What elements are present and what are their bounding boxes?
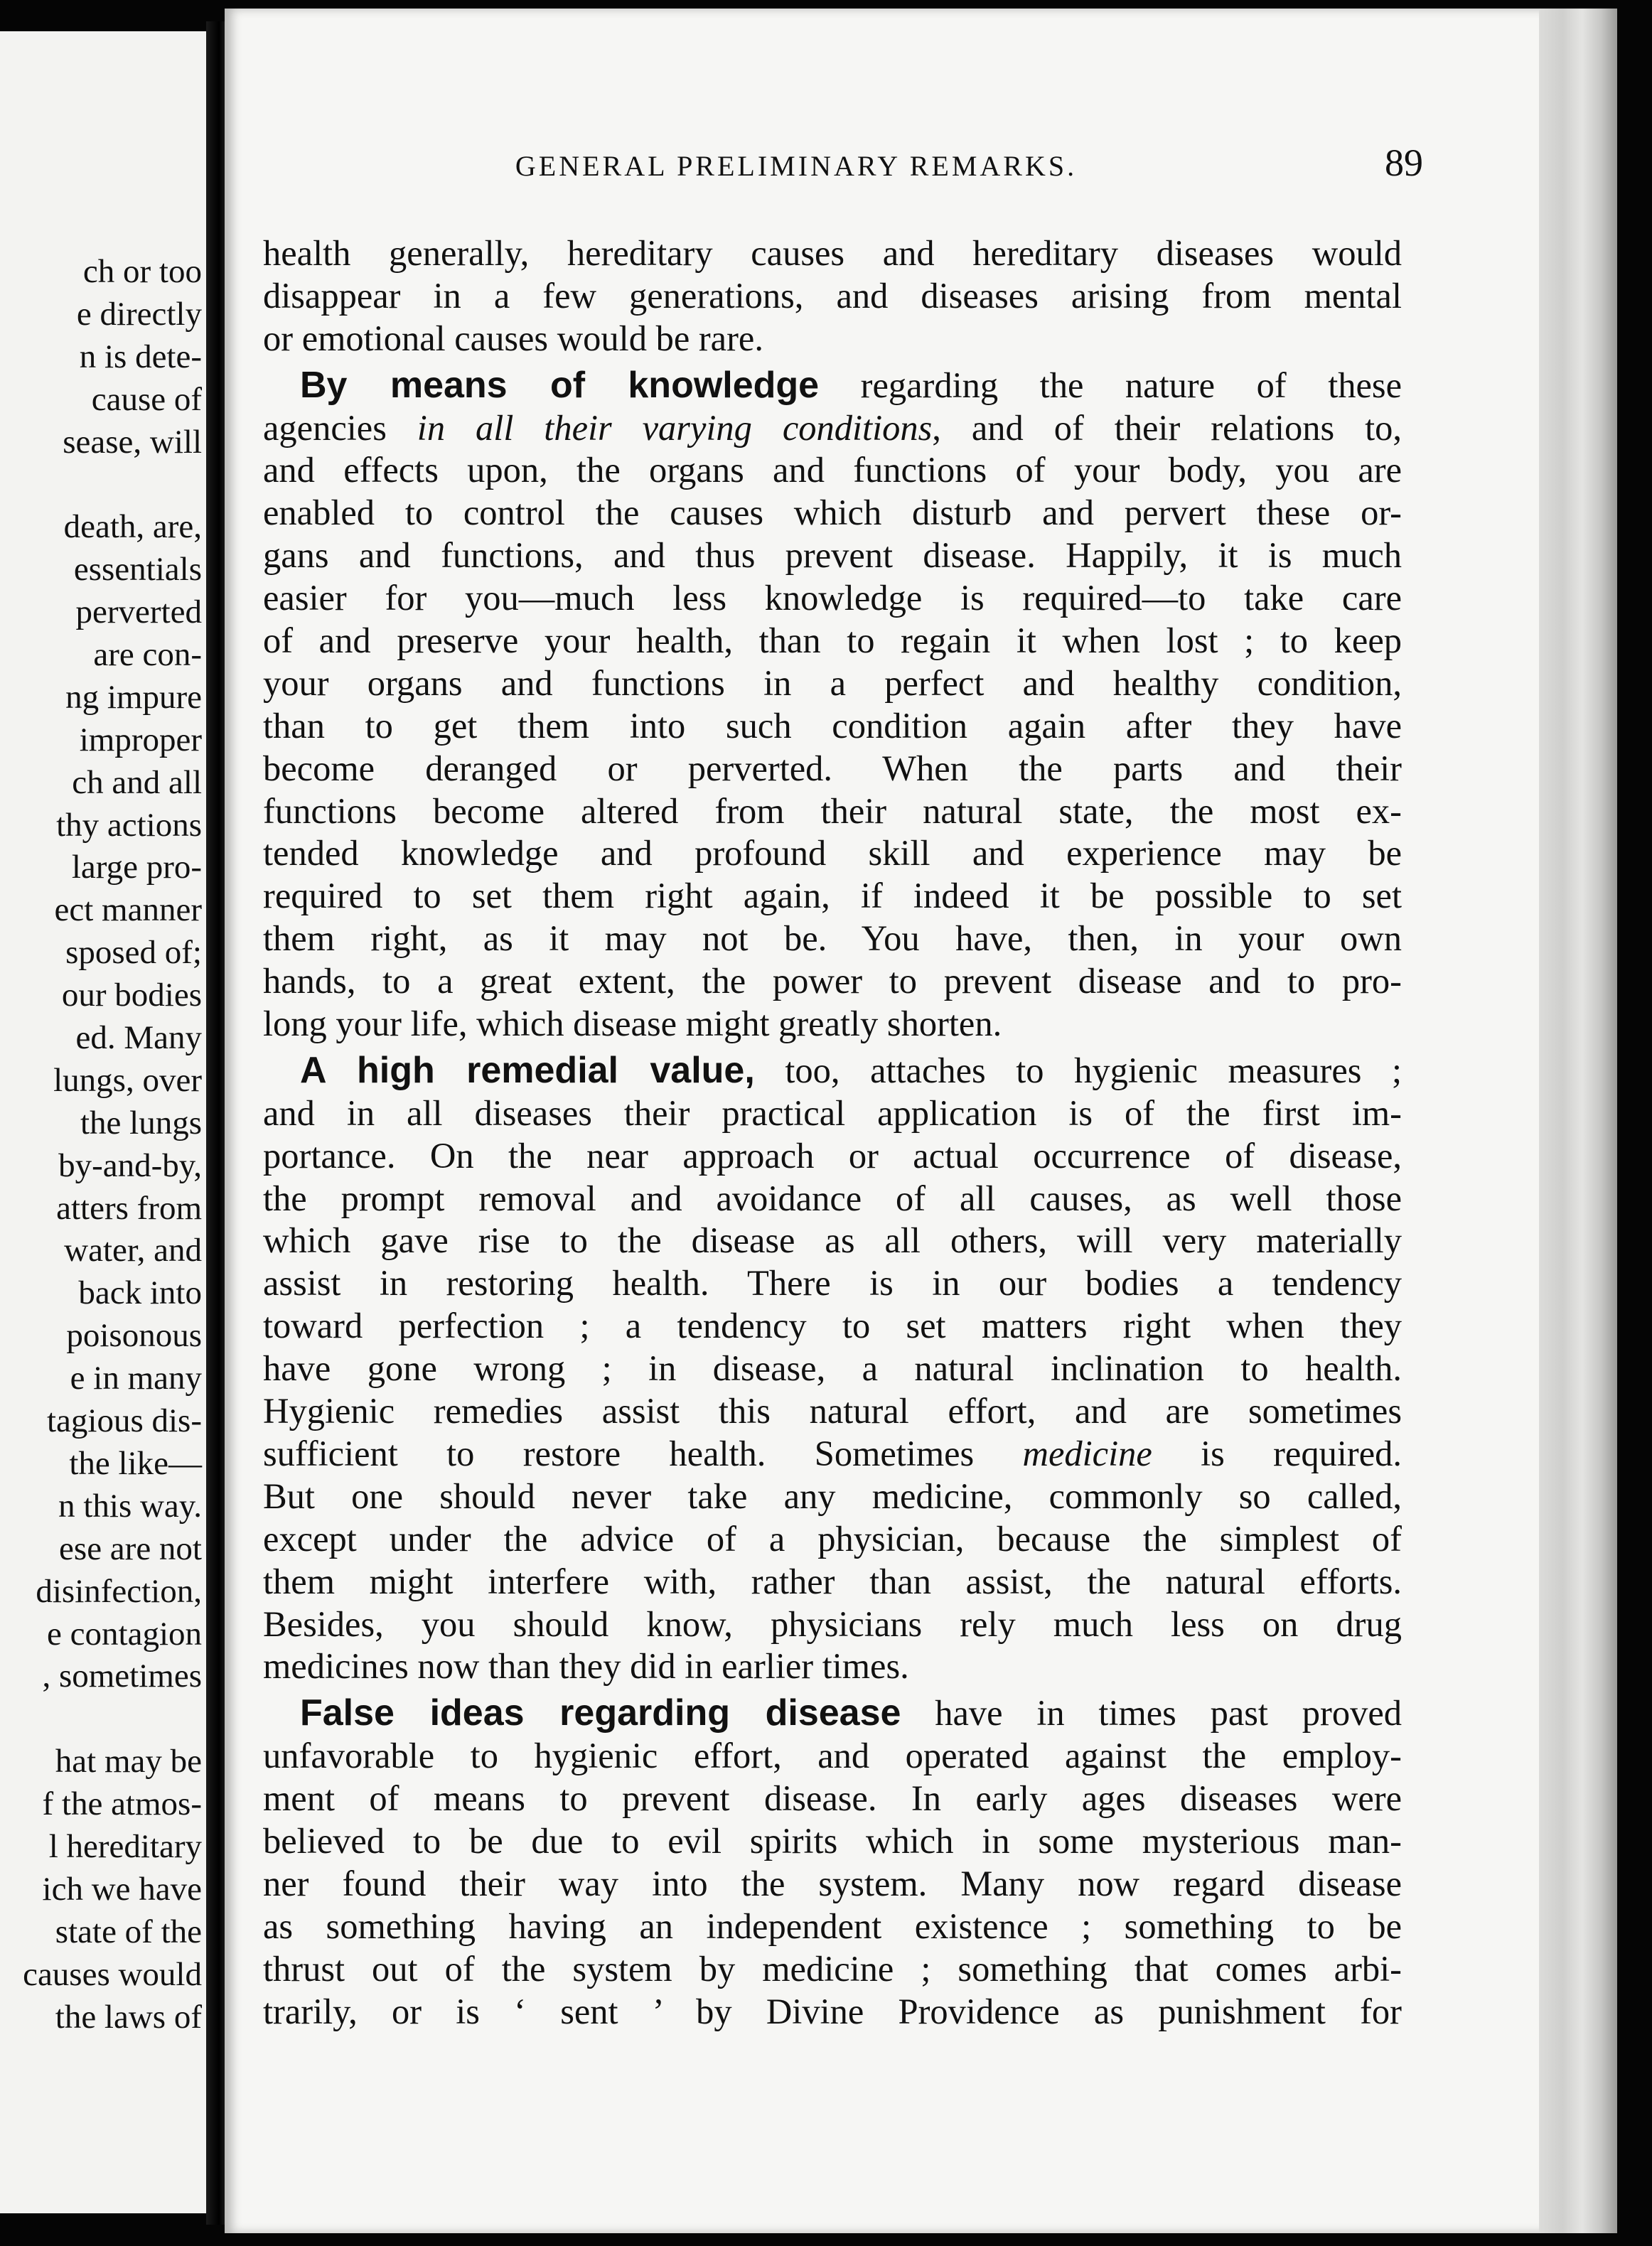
text-segment: which gave rise to the disease as all others, will very materially: [263, 1220, 1402, 1261]
text-segment: thrust out of the system by medicine ; something that comes arbi-: [263, 1948, 1402, 1989]
left-page-line: [0, 463, 202, 505]
left-page-line: improper: [79, 721, 202, 758]
text-line: [263, 917, 1402, 960]
left-page-line: cause of: [91, 380, 202, 418]
text-segment: Besides, you should know, physicians rely much less on drug: [263, 1603, 1402, 1644]
text-line: [263, 1262, 1402, 1304]
text-line: [263, 1049, 1402, 1092]
text-segment: unfavorable to hygienic effort, and operated against the employ-: [263, 1736, 1402, 1776]
body-text: [263, 232, 1402, 2032]
text-line: [263, 491, 1402, 534]
text-segment: long your life, which disease might greatly shorten.: [263, 1004, 1002, 1044]
text-segment: is required.: [1152, 1433, 1402, 1473]
text-segment: as something having an independent existence ; something to be: [263, 1906, 1402, 1946]
left-page-line: water, and: [64, 1232, 202, 1269]
text-segment: than to get them into such condition again after they have: [263, 705, 1402, 746]
left-page-line: hat may be: [55, 1743, 202, 1780]
left-page-line: large pro-: [71, 849, 202, 886]
left-page-line: ect manner: [54, 891, 202, 929]
left-page-line: the lungs: [80, 1104, 202, 1141]
text-line: [263, 534, 1402, 576]
left-page-line: thy actions: [56, 806, 202, 844]
text-segment: , and of their relations to,: [932, 407, 1402, 448]
left-page-line: [0, 1697, 202, 1740]
left-page-line: l hereditary: [48, 1827, 202, 1865]
left-page-line: poisonous: [66, 1317, 202, 1355]
text-line: [263, 1990, 1402, 2033]
text-line: [263, 1947, 1402, 1990]
text-segment: assist in restoring health. There is in our bodies a tendency: [263, 1263, 1402, 1304]
text-line: [263, 1475, 1402, 1517]
page-edge-shadow: [1539, 9, 1617, 2233]
text-line: [263, 364, 1402, 407]
left-page-line: atters from: [56, 1189, 202, 1227]
left-page-line: disinfection,: [36, 1572, 202, 1610]
left-page-line: ed. Many: [75, 1019, 202, 1057]
text-segment: portance. On the near approach or actual occurrence of disease,: [263, 1135, 1402, 1176]
text-line: [263, 1092, 1402, 1134]
text-line: [263, 1304, 1402, 1347]
text-segment: required to set them right again, if indeed it be possible to set: [263, 876, 1402, 916]
left-page-line: f the atmos-: [42, 1785, 202, 1823]
text-line: [263, 1002, 1402, 1045]
running-head: GENERAL PRELIMINARY REMARKS.: [515, 150, 1078, 182]
text-segment: have gone wrong ; in disease, a natural inclination to health.: [263, 1348, 1402, 1389]
text-line: [263, 274, 1402, 317]
text-segment: But one should never take any medicine, commonly so called,: [263, 1476, 1402, 1516]
left-page-line: are con-: [93, 636, 202, 674]
text-line: [263, 1432, 1402, 1475]
text-segment: or emotional causes would be rare.: [263, 318, 763, 358]
text-line: [263, 1134, 1402, 1177]
text-line: [263, 1820, 1402, 1862]
italic-text: in all their varying conditions: [417, 407, 933, 448]
text-line: [263, 232, 1402, 274]
text-segment: Hygienic remedies assist this natural effort, and are sometimes: [263, 1391, 1402, 1431]
text-segment: and effects upon, the organs and functions of your body, you are: [263, 450, 1402, 490]
text-line: [263, 1517, 1402, 1560]
page-number: 89: [1385, 141, 1423, 184]
left-page-line: sposed of;: [65, 934, 202, 972]
text-segment: have in times past proved: [901, 1693, 1402, 1734]
text-line: [263, 1347, 1402, 1390]
text-segment: of and preserve your health, than to regain it when lost ; to keep: [263, 620, 1402, 661]
left-page-line: by-and-by,: [58, 1146, 202, 1184]
text-segment: agencies: [263, 407, 417, 448]
text-segment: toward perfection ; a tendency to set matters right when they: [263, 1306, 1402, 1346]
text-segment: ner found their way into the system. Many now regard disease: [263, 1863, 1402, 1903]
text-segment: them might interfere with, rather than assist, the natural efforts.: [263, 1561, 1402, 1601]
text-segment: them right, as it may not be. You have, then, in your own: [263, 918, 1402, 959]
text-line: [263, 576, 1402, 619]
text-segment: become deranged or perverted. When the parts and their: [263, 748, 1402, 788]
paragraph-heading: A high remedial value,: [300, 1049, 755, 1091]
text-segment: functions become altered from their natural state, the most ex-: [263, 790, 1402, 831]
text-segment: regarding the nature of these: [819, 365, 1402, 405]
text-line: [263, 790, 1402, 832]
text-segment: sufficient to restore health. Sometimes: [263, 1433, 1023, 1473]
left-page-line: essentials: [73, 551, 202, 589]
paragraph: [263, 364, 1402, 1045]
text-line: [263, 619, 1402, 662]
text-line: [263, 1390, 1402, 1432]
left-page-text: [0, 250, 202, 2038]
left-page-line: sease, will: [63, 423, 202, 461]
left-page-line: ch or too: [82, 253, 202, 290]
paragraph-heading: False ideas regarding disease: [300, 1692, 901, 1734]
text-segment: tended knowledge and profound skill and experience may be: [263, 833, 1402, 874]
text-segment: ment of means to prevent disease. In early ages diseases were: [263, 1778, 1402, 1819]
text-line: [263, 1862, 1402, 1905]
left-page-line: ch and all: [72, 763, 202, 801]
text-segment: trarily, or is ‘ sent ’ by Divine Providence as punishment for: [263, 1991, 1402, 2031]
text-segment: hands, to a great extent, the power to prevent disease and to pro-: [263, 961, 1402, 1001]
text-segment: medicines now than they did in earlier times.: [263, 1646, 909, 1687]
left-page-line: e directly: [76, 295, 202, 333]
left-page-line: the like—: [69, 1444, 202, 1482]
left-page-line: n is dete-: [79, 338, 202, 375]
paragraph: [263, 232, 1402, 360]
left-page-line: state of the: [55, 1913, 202, 1950]
text-line: [263, 1692, 1402, 1734]
paragraph: [263, 1049, 1402, 1687]
text-segment: the prompt removal and avoidance of all causes, as well those: [263, 1178, 1402, 1218]
left-page-line: tagious dis-: [46, 1402, 202, 1440]
left-page-line: e contagion: [47, 1615, 202, 1653]
text-segment: too, attaches to hygienic measures ;: [754, 1050, 1402, 1090]
text-line: [263, 1645, 1402, 1687]
text-segment: disappear in a few generations, and diseases arising from mental: [263, 275, 1402, 316]
left-page-line: our bodies: [61, 977, 202, 1014]
left-page-line: perverted: [75, 593, 202, 631]
text-line: [263, 1560, 1402, 1603]
text-segment: health generally, hereditary causes and hereditary diseases would: [263, 233, 1402, 273]
text-line: [263, 832, 1402, 874]
text-line: [263, 448, 1402, 491]
text-line: [263, 407, 1402, 449]
paragraph: [263, 1692, 1402, 2032]
text-segment: gans and functions, and thus prevent disease. Happily, it is much: [263, 535, 1402, 576]
left-page-line: causes would: [23, 1955, 202, 1993]
text-segment: your organs and functions in a perfect and healthy condition,: [263, 662, 1402, 703]
text-segment: except under the advice of a physician, because the simplest of: [263, 1518, 1402, 1559]
text-line: [263, 1603, 1402, 1645]
left-page-line: ich we have: [42, 1870, 202, 1908]
text-line: [263, 704, 1402, 747]
italic-text: medicine: [1022, 1433, 1152, 1473]
left-page-line: the laws of: [55, 1998, 202, 2036]
text-segment: easier for you—much less knowledge is required—to take care: [263, 578, 1402, 618]
text-line: [263, 874, 1402, 917]
text-segment: enabled to control the causes which disturb and pervert these or-: [263, 493, 1402, 533]
text-line: [263, 662, 1402, 704]
text-line: [263, 1777, 1402, 1820]
text-line: [263, 1905, 1402, 1947]
text-line: [263, 1219, 1402, 1262]
left-page-line: ng impure: [65, 678, 202, 716]
text-segment: and in all diseases their practical application is of the first im-: [263, 1092, 1402, 1133]
left-page-line: n this way.: [58, 1487, 202, 1525]
left-page-line: , sometimes: [42, 1657, 202, 1695]
left-page-line: ese are not: [59, 1530, 202, 1567]
text-line: [263, 1177, 1402, 1220]
left-facing-page: [0, 31, 206, 2213]
text-line: [263, 317, 1402, 360]
left-page-line: lungs, over: [53, 1061, 202, 1099]
text-line: [263, 747, 1402, 790]
text-line: [263, 1734, 1402, 1777]
text-line: [263, 960, 1402, 1002]
text-segment: believed to be due to evil spirits which in some mysterious man-: [263, 1820, 1402, 1861]
left-page-line: e in many: [70, 1360, 202, 1397]
paragraph-heading: By means of knowledge: [300, 364, 820, 406]
left-page-line: death, are,: [63, 508, 202, 546]
left-page-line: back into: [78, 1274, 202, 1312]
